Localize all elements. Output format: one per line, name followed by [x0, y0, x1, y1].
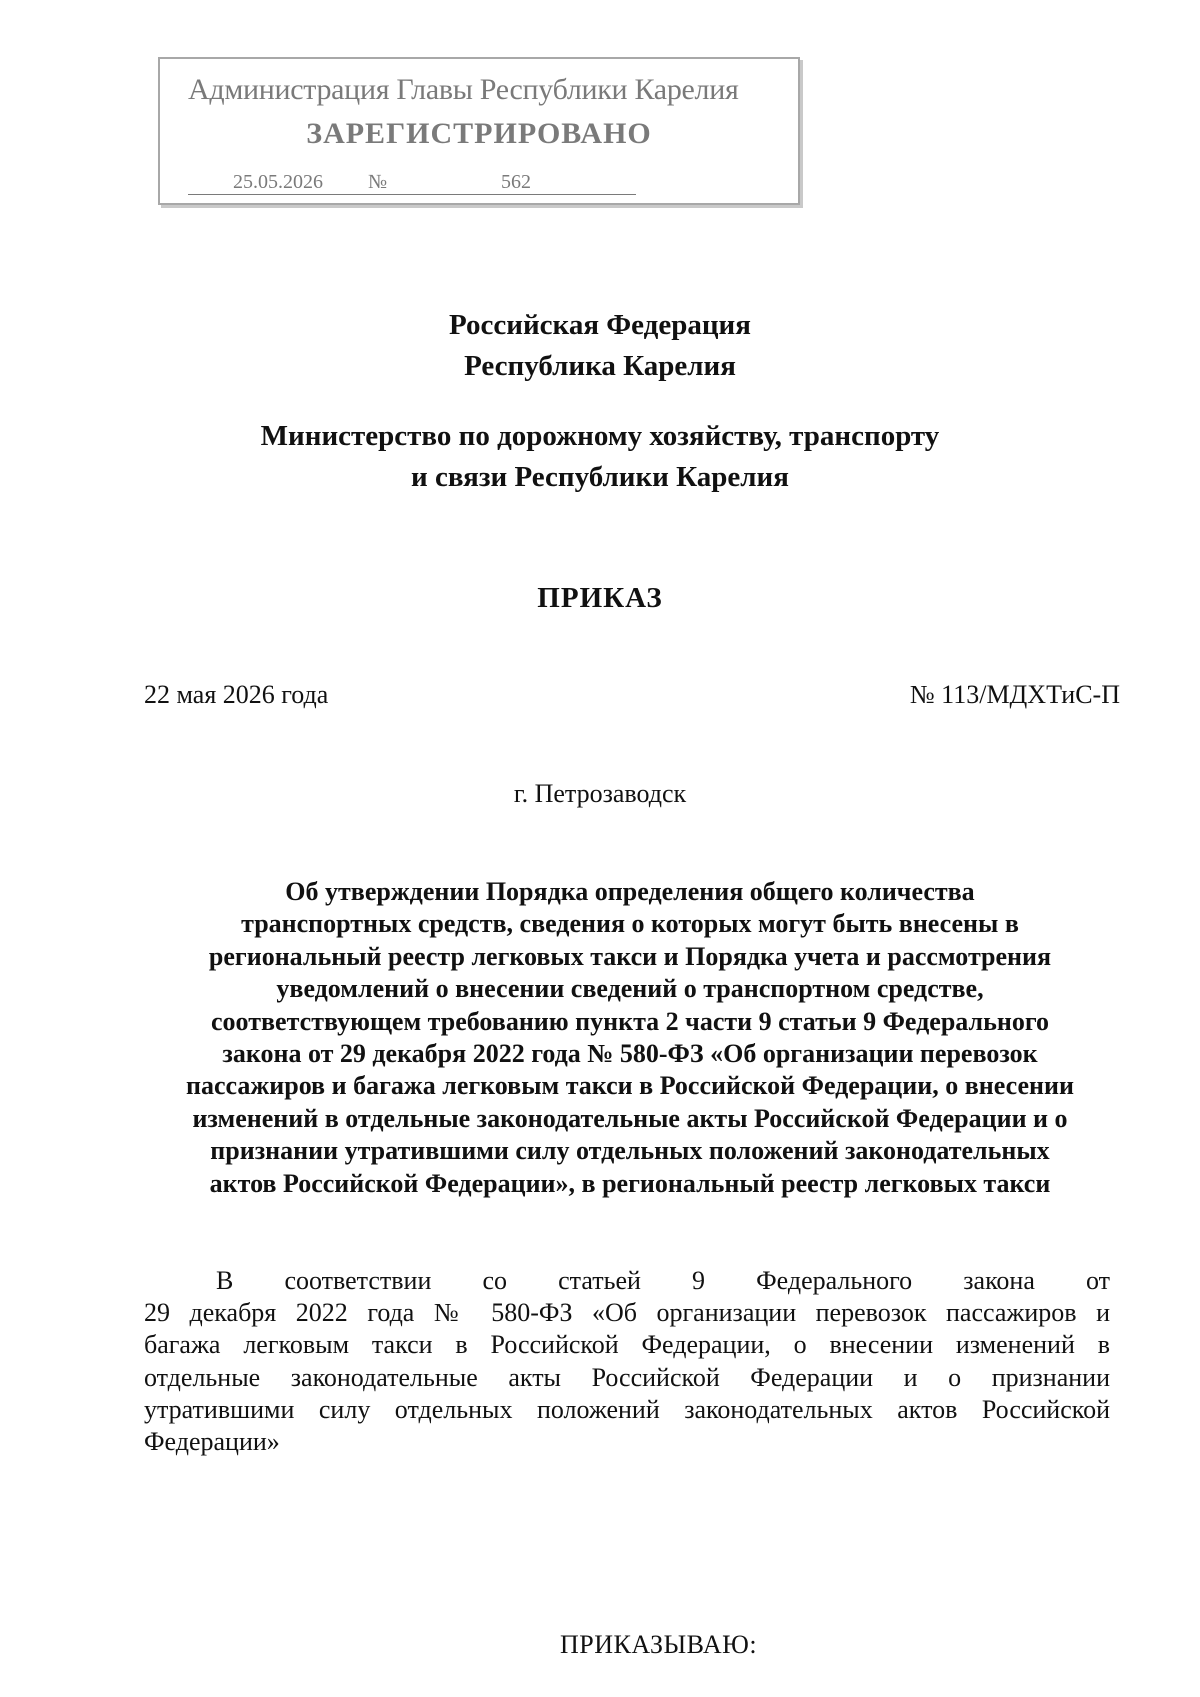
ministry-line-1: Министерство по дорожному хозяйству, транспорту [260, 420, 940, 452]
subject-line: региональный реестр легковых такси и Порядка учета и рассмотрения [208, 941, 1052, 971]
stamp-status: ЗАРЕГИСТРИРОВАНО [306, 117, 652, 150]
subject-line: закона от 29 декабря 2022 года № 580-ФЗ «Об организации перевозок [222, 1039, 1038, 1069]
stamp-date: 25.05.2026 [188, 171, 368, 195]
preamble-paragraph [144, 1265, 1110, 1458]
header-republic: Республика Карелия [464, 350, 736, 382]
ministry-line-2: и связи Республики Карелия [411, 461, 789, 493]
ministry-block [0, 416, 1200, 498]
preamble-line: 29 декабря 2022 года № 580-ФЗ «Об организации перевозок пассажиров и [144, 1298, 1110, 1328]
order-command: ПРИКАЗЫВАЮ: [560, 1630, 758, 1659]
preamble-line: В соответствии со статьей 9 Федерального закона от [216, 1266, 1110, 1295]
stamp-number-sign: № [368, 171, 396, 195]
header-country: Российская Федерация [449, 309, 751, 341]
document-type-title: ПРИКАЗ [537, 582, 663, 614]
subject-line: соответствующем требованию пункта 2 части 9 статьи 9 Федерального [211, 1006, 1049, 1036]
order-number: № 113/МДХТиС-П [909, 680, 1120, 709]
stamp-registration-line [188, 171, 768, 195]
subject-line: признании утратившими силу отдельных положений законодательных [210, 1136, 1050, 1166]
order-city: г. Петрозаводск [513, 779, 687, 808]
stamp-authority: Администрация Главы Республики Карелия [188, 73, 739, 106]
subject-line: актов Российской Федерации», в региональный реестр легковых такси [209, 1168, 1051, 1198]
header-block [0, 305, 1200, 387]
preamble-line: утратившими силу отдельных положений законодательных актов Российской [144, 1394, 1110, 1424]
subject-line: Об утверждении Порядка определения общего количества [285, 877, 975, 906]
subject-line: пассажиров и багажа легковым такси в Российской Федерации, о внесении [186, 1071, 1074, 1101]
preamble-line: багажа легковым такси в Российской Федерации, о внесении изменений в [144, 1330, 1110, 1360]
preamble-line: отдельные законодательные акты Российской Федерации и о признании [144, 1362, 1110, 1392]
stamp-number: 562 [396, 171, 636, 195]
registration-stamp [158, 57, 800, 205]
subject-line: изменений в отдельные законодательные акты Российской Федерации и о [192, 1103, 1068, 1133]
order-subject [140, 876, 1120, 1200]
date-number-row [144, 680, 1120, 710]
subject-line: транспортных средств, сведения о которых могут быть внесены в [241, 909, 1019, 939]
order-date: 22 мая 2026 года [144, 680, 329, 709]
preamble-line: Федерации» [144, 1427, 280, 1457]
subject-line: уведомлений о внесении сведений о транспортном средстве, [276, 974, 984, 1004]
